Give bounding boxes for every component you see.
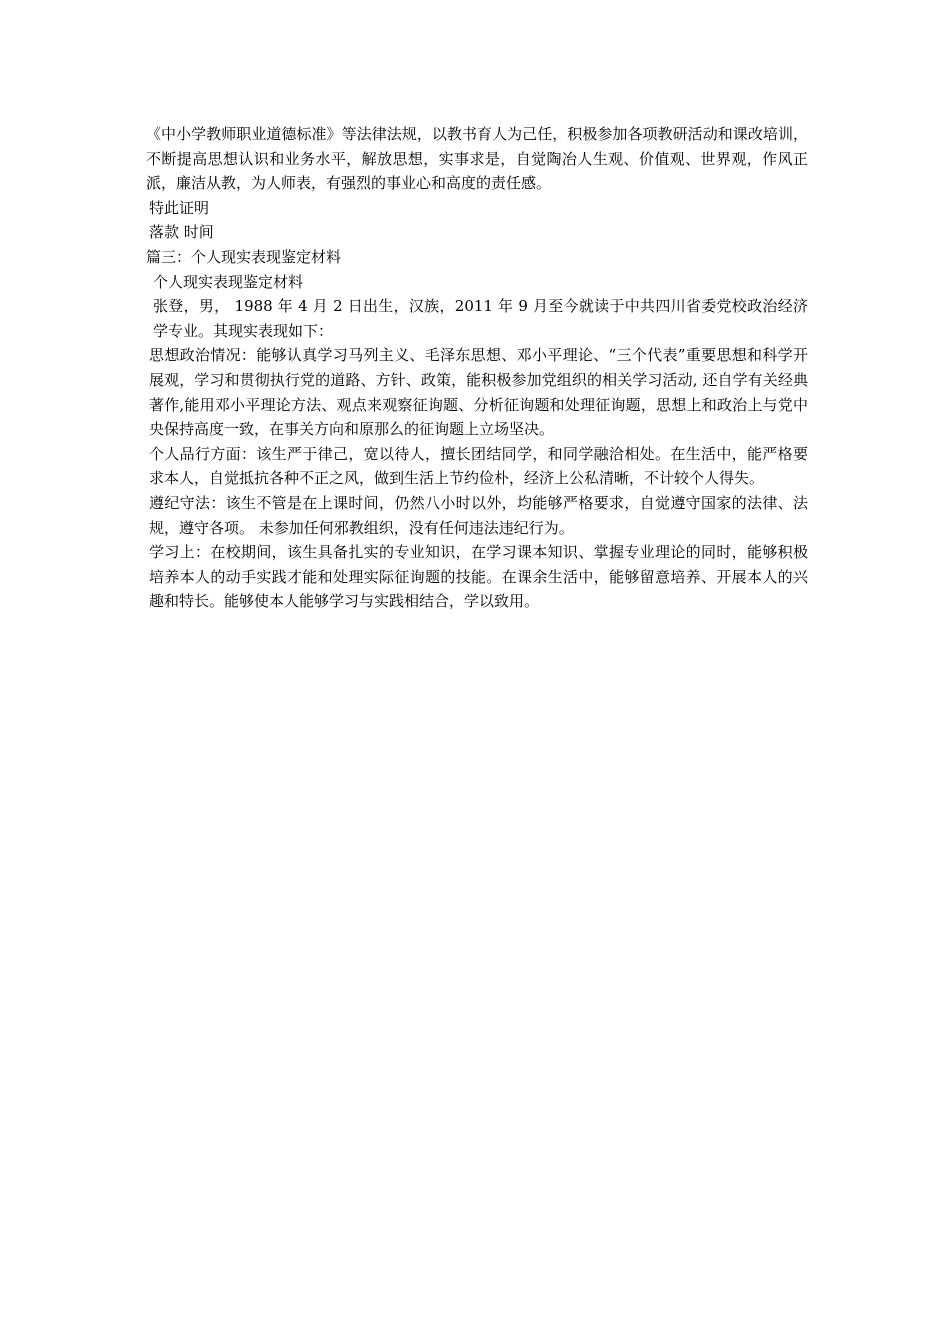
paragraph-study: 学习上：在校期间，该生具备扎实的专业知识，在学习课本知识、掌握专业理论的同时，能够积极培养本人的动手实践才能和处理实际征询题的技能。在课余生活中，能够留意培养、开展本人的兴趣和特长。能够使本人能够学习与实践相结合，学以致用。: [149, 543, 808, 611]
paragraph-political-thought: 思想政治情况：能够认真学习马列主义、毛泽东思想、邓小平理论、“三个代表”重要思想和科学开展观，学习和贯彻执行党的道路、方针、政策，能积极参加党组织的相关学习活动, 还自学有关经典著作,能用邓小平理论方法、观点来观察征询题、分析征询题和处理征询题，思想上和政治上与党中央保持高度一致，在事关方向和原那么的征询题上立场坚决。: [149, 346, 808, 439]
paragraph-law-abiding: 遵纪守法：该生不管是在上课时间，仍然八小时以外，均能够严格要求，自觉遵守国家的法律、法规，遵守各项。 未参加任何邪教组织，没有任何违法违纪行为。: [149, 493, 808, 537]
section-heading: 篇三：个人现实表现鉴定材料: [146, 247, 342, 266]
document-title: 个人现实表现鉴定材料: [153, 272, 304, 291]
paragraph-personal-info: 张登，男， 1988 年 4 月 2 日出生，汉族，2011 年 9 月至今就读于中共四川省委党校政治经济学专业。其现实表现如下：: [153, 297, 808, 340]
paragraph-teacher-ethics: 《中小学教师职业道德标准》等法律法规，以教书育人为己任，积极参加各项教研活动和课改培训，不断提高思想认识和业务水平，解放思想，实事求是，自觉陶冶人生观、价值观、世界观，作风正派，廉洁从教，为人师表，有强烈的事业心和高度的责任感。: [146, 125, 808, 193]
paragraph-signature-date: 落款 时间: [149, 223, 214, 242]
paragraph-personal-conduct: 个人品行方面：该生严于律己，宽以待人，擅长团结同学，和同学融洽相处。在生活中，能严格要求本人，自觉抵抗各种不正之风，做到生活上节约俭朴，经济上公私清晰，不计较个人得失。: [149, 444, 808, 488]
paragraph-certification: 特此证明: [149, 198, 210, 217]
document-body: [146, 122, 808, 614]
